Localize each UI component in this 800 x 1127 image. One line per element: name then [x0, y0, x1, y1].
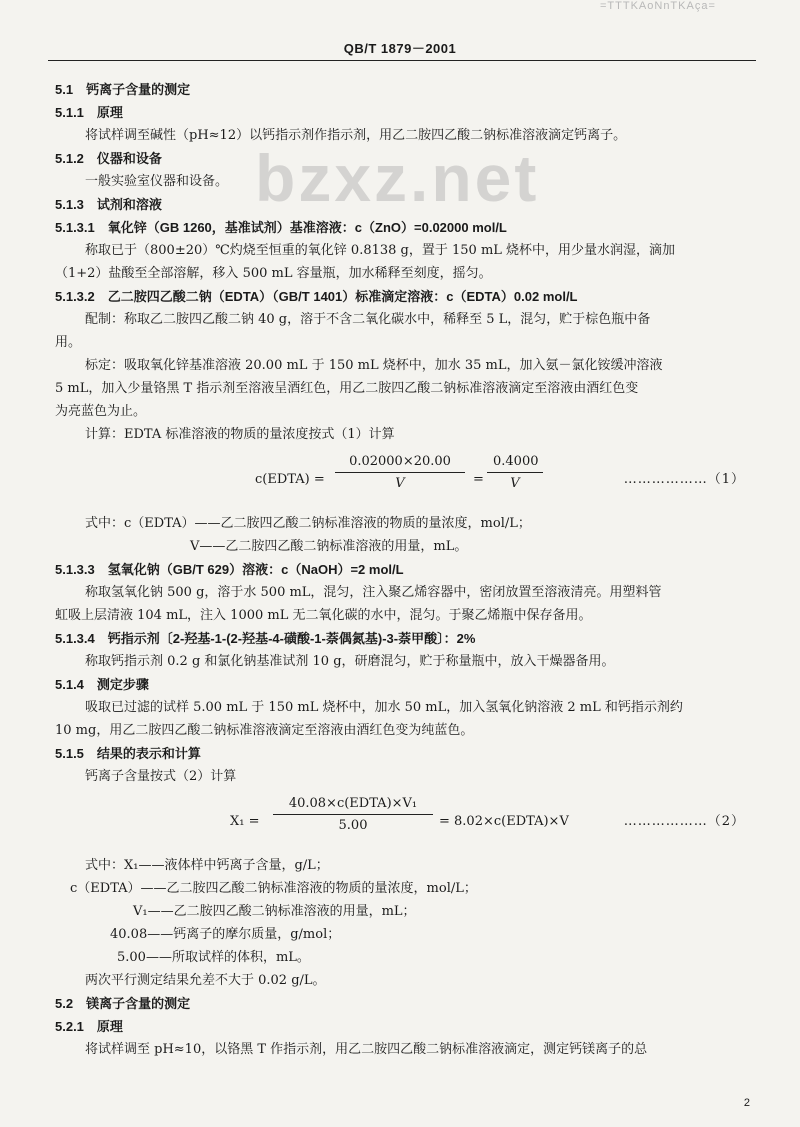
paragraph: 将试样调至碱性（pH≈12）以钙指示剂作指示剂，用乙二胺四乙酸二钠标准溶液滴定钙离子。: [85, 128, 627, 143]
header-divider: [48, 60, 756, 61]
symbol-definition: c（EDTA）——乙二胺四乙酸二钠标准溶液的物质的量浓度，mol/L；: [70, 881, 477, 896]
paragraph: 称取已于（800±20）℃灼烧至恒重的氧化锌 0.8138 g，置于 150 mL 烧杯中，用少量水润湿，滴加: [85, 243, 676, 258]
fraction-numerator: 0.4000: [487, 452, 543, 473]
paragraph: 将试样调至 pH≈10，以铬黑 T 作指示剂，用乙二胺四乙酸二钠标准溶液滴定，测定钙镁离子的总: [85, 1042, 648, 1057]
paragraph: 为亮蓝色为止。: [55, 404, 147, 419]
formula-2: [55, 794, 755, 848]
site-watermark: bzxz.net: [255, 141, 540, 215]
paragraph: 称取钙指示剂 0.2 g 和氯化钠基准试剂 10 g，研磨混匀，贮于称量瓶中，放入干燥器备用。: [85, 654, 615, 669]
formula-fraction: [273, 794, 433, 837]
paragraph: 吸取已过滤的试样 5.00 mL 于 150 mL 烧杯中，加水 50 mL，加入氢氧化钠溶液 2 mL 和钙指示剂约: [85, 700, 683, 715]
clause-title: 5.1.3.3 氢氧化钠（GB/T 629）溶液：c（NaOH）=2 mol/L: [55, 562, 404, 577]
formula-lhs: c(EDTA) =: [255, 472, 325, 487]
subsection-title: 5.1.3 试剂和溶液: [55, 197, 162, 212]
subsection-title: 5.2.1 原理: [55, 1019, 123, 1034]
formula-fraction: [335, 452, 465, 495]
paragraph: 钙离子含量按式（2）计算: [85, 769, 237, 784]
paragraph: 5 mL，加入少量铬黑 T 指示剂至溶液呈酒红色，用乙二胺四乙酸二钠标准溶液滴定至溶液由酒红色变: [55, 381, 639, 396]
formula-fraction: [487, 452, 543, 495]
paragraph: 标定：吸取氧化锌基准溶液 20.00 mL 于 150 mL 烧杯中，加水 35 mL，加入氨－氯化铵缓冲溶液: [85, 358, 663, 373]
symbol-definition: V₁——乙二胺四乙酸二钠标准溶液的用量，mL；: [133, 904, 416, 919]
paragraph: 配制：称取乙二胺四乙酸二钠 40 g，溶于不含二氧化碳水中，稀释至 5 L，混匀，贮于棕色瓶中备: [85, 312, 651, 327]
paragraph: （1+2）盐酸至全部溶解，移入 500 mL 容量瓶，加水稀释至刻度，摇匀。: [55, 266, 492, 281]
paragraph: 用。: [55, 335, 82, 350]
formula-1: [55, 452, 755, 506]
symbol-definition: 40.08——钙离子的摩尔质量，g/mol；: [110, 927, 341, 942]
paragraph: 计算：EDTA 标准溶液的物质的量浓度按式（1）计算: [85, 427, 395, 442]
fraction-denominator: 5.00: [338, 818, 368, 833]
symbol-definition: 式中：X₁——液体样中钙离子含量，g/L；: [85, 858, 329, 873]
paragraph: 10 mg，用乙二胺四乙酸二钠标准溶液滴定至溶液由酒红色变为纯蓝色。: [55, 723, 474, 738]
symbol-definition: V——乙二胺四乙酸二钠标准溶液的用量，mL。: [190, 539, 468, 554]
paragraph: 称取氢氧化钠 500 g，溶于水 500 mL，混匀，注入聚乙烯容器中，密闭放置至溶液清亮。用塑料管: [85, 585, 662, 600]
formula-number: ………………（1）: [623, 472, 745, 487]
clause-title: 5.1.3.4 钙指示剂〔2-羟基-1-(2-羟基-4-磺酸-1-萘偶氮基)-3-萘甲酸〕：2%: [55, 631, 476, 646]
fraction-denominator: V: [395, 476, 405, 491]
symbol-definition: 5.00——所取试样的体积，mL。: [117, 950, 310, 965]
clause-title: 5.1.3.2 乙二胺四乙酸二钠（EDTA）（GB/T 1401）标准滴定溶液：c（EDTA）0.02 mol/L: [55, 289, 578, 304]
paragraph: 虹吸上层清液 104 mL，注入 1000 mL 无二氧化碳的水中，混匀。于聚乙烯瓶中保存备用。: [55, 608, 592, 623]
page-number: 2: [743, 1097, 750, 1109]
symbol-definition: 式中：c（EDTA）——乙二胺四乙酸二钠标准溶液的物质的量浓度，mol/L；: [85, 516, 531, 531]
formula-lhs: X₁ =: [230, 814, 260, 829]
paragraph: 两次平行测定结果允差不大于 0.02 g/L。: [85, 973, 326, 988]
fraction-numerator: 0.02000×20.00: [335, 452, 465, 473]
clause-title: 5.1.3.1 氧化锌（GB 1260，基准试剂）基准溶液：c（ZnO）=0.02000 mol/L: [55, 220, 507, 235]
paragraph: 一般实验室仪器和设备。: [85, 174, 229, 189]
equals-sign: =: [473, 472, 484, 487]
standard-number-header: QB/T 1879－2001: [343, 41, 457, 56]
formula-number: ………………（2）: [623, 814, 745, 829]
top-watermark: =TTTKAoNnTKAça=: [600, 0, 716, 12]
fraction-numerator: 40.08×c(EDTA)×V₁: [273, 794, 433, 815]
subsection-title: 5.1.1 原理: [55, 105, 123, 120]
fraction-denominator: V: [510, 476, 520, 491]
subsection-title: 5.1.4 测定步骤: [55, 677, 149, 692]
document-body: [55, 78, 755, 1061]
subsection-title: 5.1.2 仪器和设备: [55, 151, 162, 166]
section-title: 5.2 镁离子含量的测定: [55, 996, 191, 1011]
section-title: 5.1 钙离子含量的测定: [55, 82, 191, 97]
subsection-title: 5.1.5 结果的表示和计算: [55, 746, 201, 761]
formula-rhs: = 8.02×c(EDTA)×V: [439, 814, 569, 829]
